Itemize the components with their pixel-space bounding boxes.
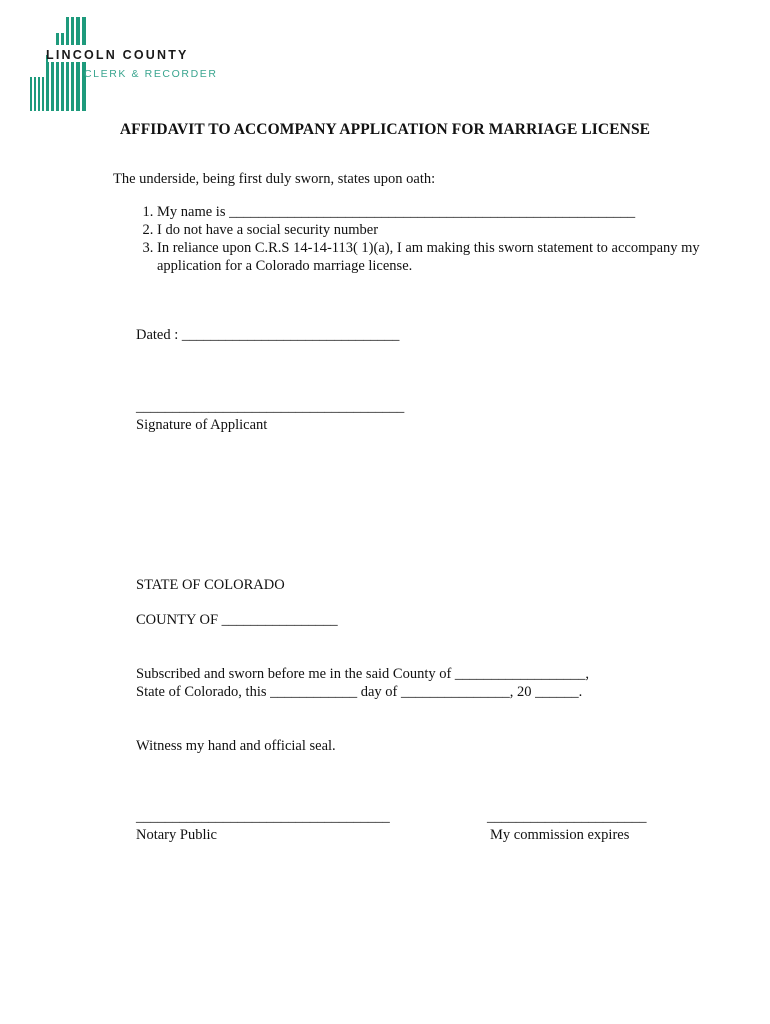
signature-line: _____________________________________ <box>136 399 405 415</box>
statement-item-name: 1. My name is ________________________________________________________ <box>157 203 717 221</box>
notary-label: Notary Public <box>136 827 217 843</box>
commission-line: ______________________ <box>487 809 647 825</box>
statement-item-reliance: 3. In reliance upon C.R.S 14-14-113( 1)(a), I am making this sworn statement to accompany my application for a Colorado marriage license. <box>157 239 717 275</box>
logo-subtitle-text: CLERK & RECORDER <box>84 68 218 80</box>
document-title: AFFIDAVIT TO ACCOMPANY APPLICATION FOR MARRIAGE LICENSE <box>119 121 651 138</box>
subscribed-line-2: State of Colorado, this ____________ day of _______________, 20 ______. <box>136 684 583 700</box>
statement-item-ssn: 2. I do not have a social security number <box>157 221 717 239</box>
signature-label: Signature of Applicant <box>136 417 268 433</box>
intro-text: The underside, being first duly sworn, states upon oath: <box>113 171 436 187</box>
state-heading: STATE OF COLORADO <box>136 577 285 593</box>
logo-bars-graphic <box>28 15 203 113</box>
county-field: COUNTY OF ________________ <box>136 612 338 628</box>
dated-field: Dated : ______________________________ <box>136 327 400 343</box>
statement-list <box>113 203 717 275</box>
commission-label: My commission expires <box>490 827 630 843</box>
notary-signature-line: ___________________________________ <box>136 809 390 825</box>
subscribed-line-1: Subscribed and sworn before me in the said County of __________________, <box>136 666 590 682</box>
logo-name-text: LINCOLN COUNTY <box>46 48 189 62</box>
witness-text: Witness my hand and official seal. <box>136 738 336 754</box>
